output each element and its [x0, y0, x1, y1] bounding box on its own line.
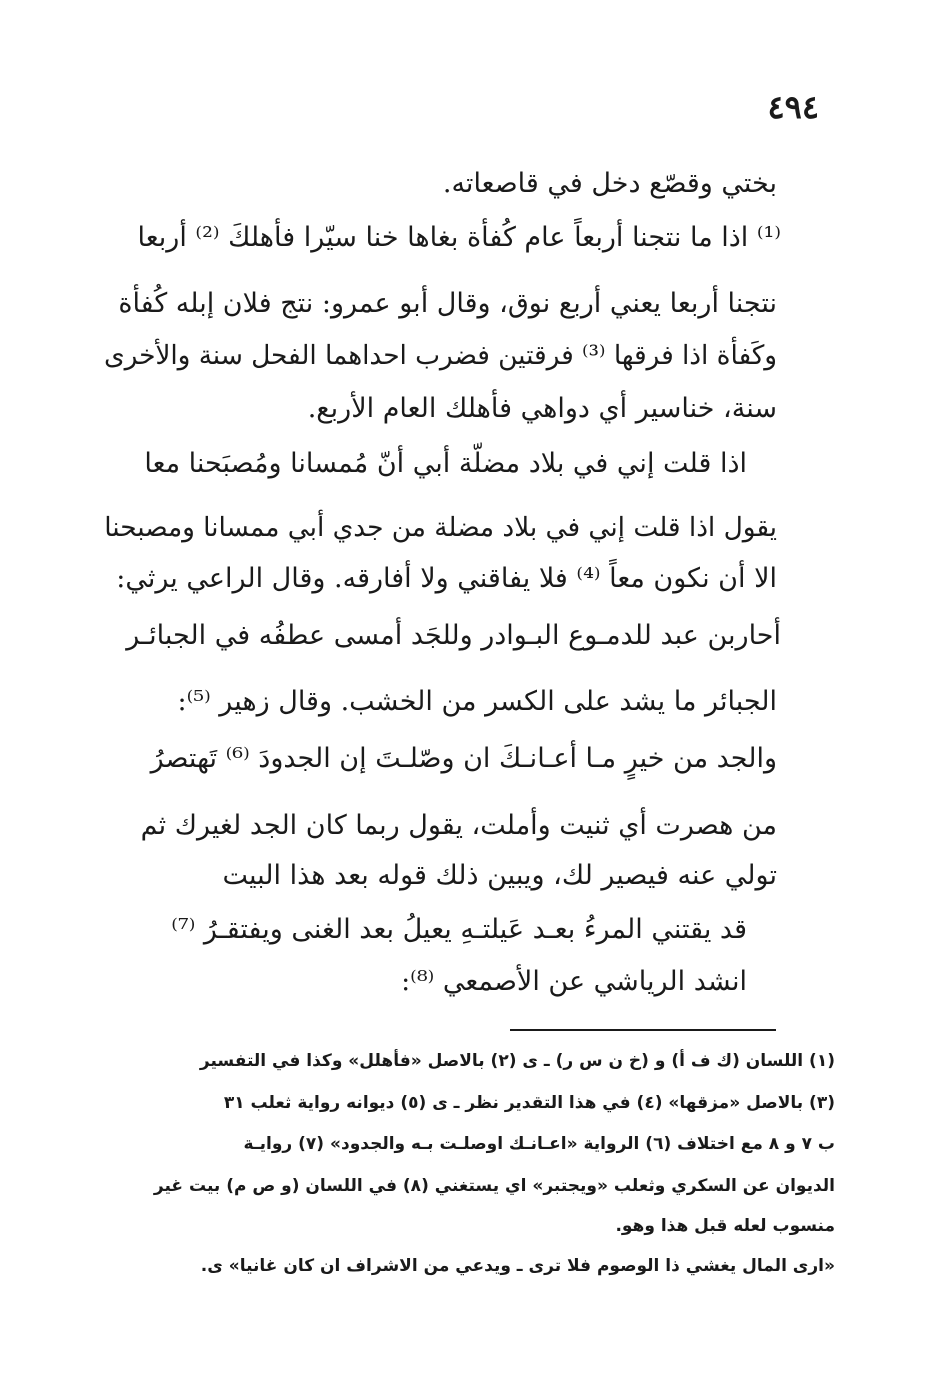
body-line-8: الا أن نكون معاً ⁽⁴⁾ فلا يفاقني ولا أفارقه. وقال الراعي يرثي: [116, 563, 777, 594]
body-line-7: يقول اذا قلت إني في بلاد مضلة من جدي أبي ممسانا ومصبحنا [104, 513, 777, 543]
footnote-separator [510, 1029, 776, 1031]
footnote-line-4: الديوان عن السكري وثعلب «ويجتبر» اي يستغني (٨) في اللسان (و ص م) بيت غير [153, 1176, 835, 1196]
body-line-5: سنة، خناسير أي دواهي فأهلك العام الأربع. [307, 393, 777, 424]
body-line-13: تولي عنه فيصير لك، ويبين ذلك قوله بعد هذا البيت [222, 860, 777, 891]
verse-line-1: ⁽¹⁾ اذا ما نتجنا أربعاً عام كُفأة بغاها خنا سيّرا فأهلكَ ⁽²⁾ أربعا [137, 222, 781, 253]
verse-line-5: قد يقتني المرءُ بعـد عَيلتـهِ يعيلُ بعد الغنى ويفتقـرُ ⁽⁷⁾ [171, 914, 747, 945]
footnote-line-5: منسوب لعله قبل هذا وهو. [615, 1216, 835, 1236]
body-line-3: نتجنا أربعا يعني أربع نوق، وقال أبو عمرو: نتج فلان إبله كُفأة [118, 288, 777, 319]
verse-line-2: اذا قلت إني في بلاد مضلّة أبي أنّ مُمسانا ومُصبَحنا معا [144, 448, 747, 479]
verse-line-4: والجد من خيرٍ مـا أعـانـكَ ان وصّلـتَ إن الجدودَ ⁽⁶⁾ تَهتصرُ [150, 743, 777, 774]
body-line-10: الجبائر ما يشد على الكسر من الخشب. وقال زهير ⁽⁵⁾: [177, 686, 777, 717]
page-number: ٤٩٤ [767, 88, 819, 126]
footnote-line-3: ب ٧ و ٨ مع اختلاف (٦) الرواية «اعـانـك اوصلـت بـه والجدود» (٧) روايـة [243, 1134, 835, 1154]
footnote-line-6: «ارى المال يغشي ذا الوصوم فلا ترى ـ ويدعي من الاشراف ان كان غانيا» ى. [200, 1256, 835, 1276]
verse-line-3: أحاربن عبد للدمـوع البـوادر وللجَد أمسى عطفُه في الجبائـر [126, 620, 781, 651]
body-line-4: وكَفأة اذا فرقها ⁽³⁾ فرقتين فضرب احداهما الفحل سنة والأخرى [104, 341, 777, 371]
body-line-12: من هصرت أي ثنيت وأملت، يقول ربما كان الجد لغيرك ثم [140, 810, 777, 841]
body-line-15: انشد الرياشي عن الأصمعي ⁽⁸⁾: [401, 966, 747, 997]
footnote-line-2: (٣) بالاصل «مزقها» (٤) في هذا التقدير نظر ـ ى (٥) ديوانه رواية ثعلب ٣١ [223, 1093, 835, 1113]
body-line-1: بختي وقصّع دخل في قاصعاته. [442, 168, 777, 199]
footnote-line-1: (١) اللسان (ك ف أ) و (خ ن س ر) ـ ى (٢) بالاصل «فأهلل» وكذا في التفسير [199, 1051, 835, 1071]
